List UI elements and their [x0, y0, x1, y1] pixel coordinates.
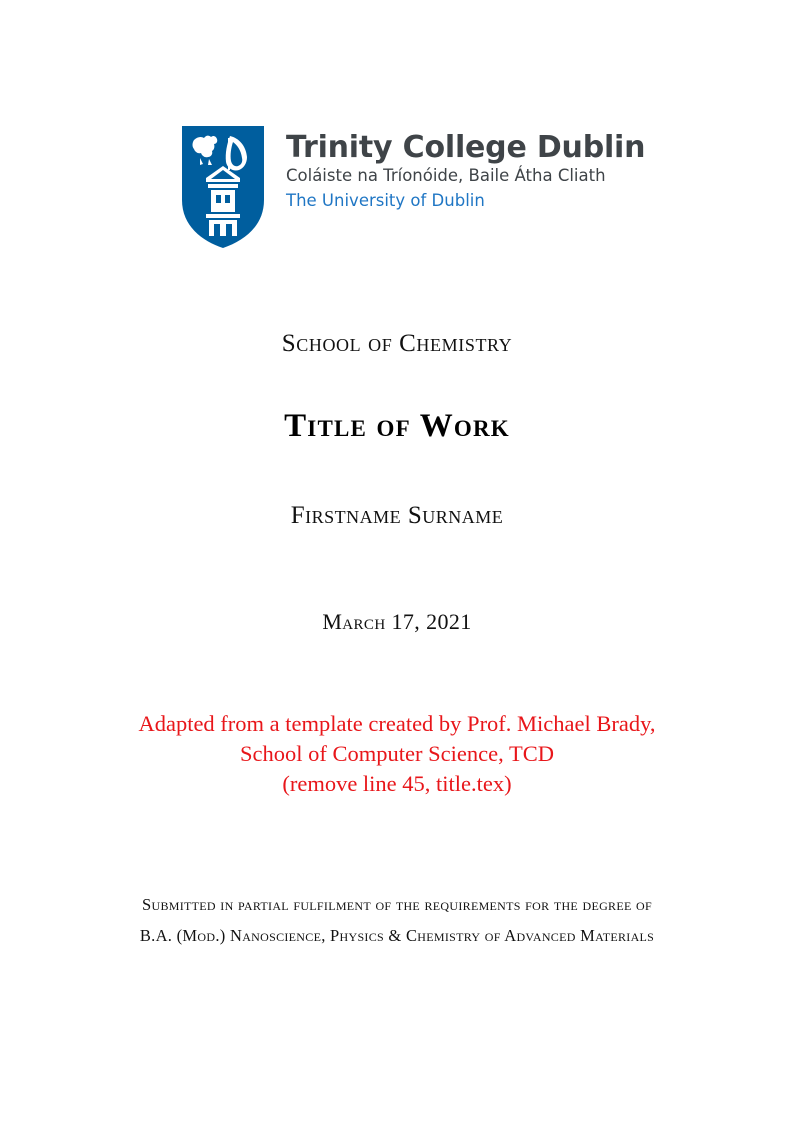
submission-statement [0, 890, 794, 951]
wordmark-line-irish: Coláiste na Tríonóide, Baile Átha Cliath [286, 166, 606, 186]
university-wordmark [286, 126, 645, 213]
template-notice [0, 709, 794, 799]
template-notice-line-1: Adapted from a template created by Prof. Michael Brady, [138, 711, 656, 736]
document-date: March 17, 2021 [322, 609, 472, 634]
wordmark-line-university: The University of Dublin [286, 191, 485, 211]
document-title: Title of Work [284, 408, 510, 444]
template-notice-line-2: School of Computer Science, TCD [240, 740, 554, 766]
university-logo [182, 126, 645, 248]
school-name: School of Chemistry [281, 330, 513, 357]
wordmark-line-english: Trinity College Dublin [286, 130, 646, 165]
trinity-college-dublin-crest-icon [182, 126, 264, 248]
submission-line-1: Submitted in partial fulfilment of the requirements for the degree of [142, 895, 652, 914]
author-name: Firstname Surname [290, 502, 504, 529]
submission-line-2: B.A. (Mod.) Nanoscience, Physics & Chemistry of Advanced Materials [139, 925, 655, 945]
template-notice-line-3: (remove line 45, title.tex) [282, 770, 512, 796]
